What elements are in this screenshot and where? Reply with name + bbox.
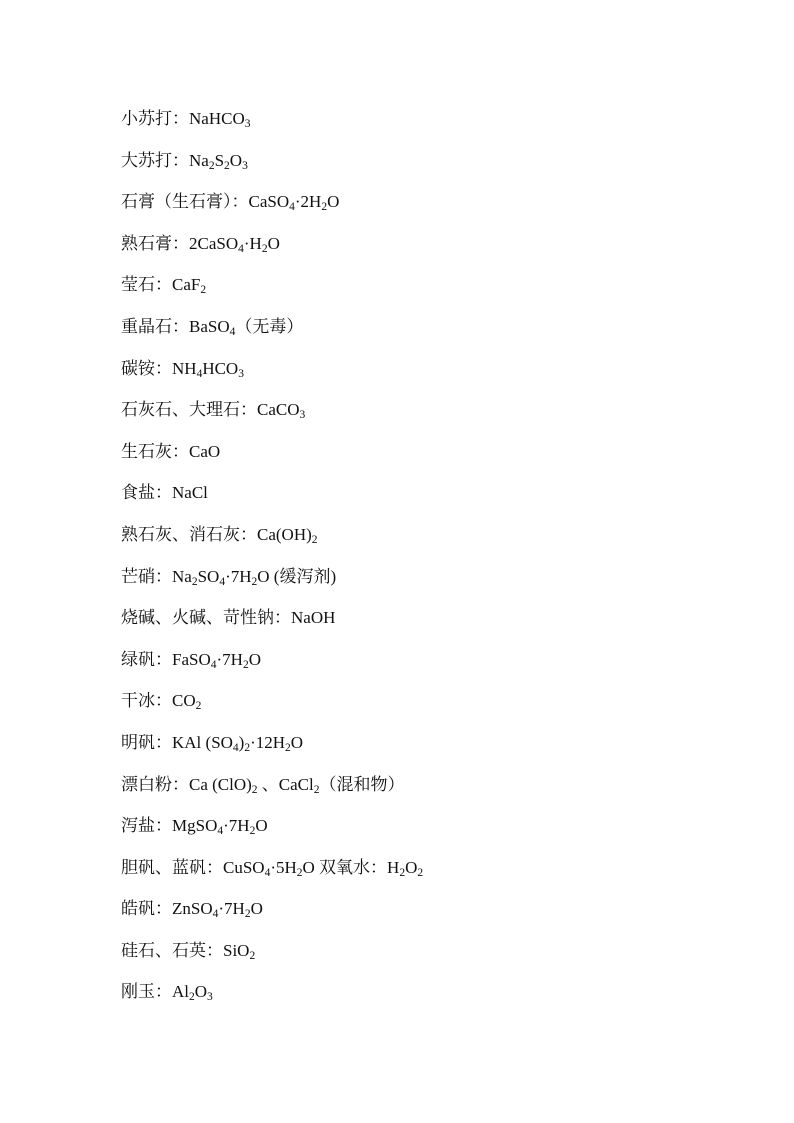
- entry-text: 泻盐：MgSO: [121, 816, 218, 836]
- chemical-entry: [121, 855, 721, 897]
- entry-text: ·5H: [270, 857, 297, 877]
- chemical-entry: [121, 272, 721, 314]
- entry-text: 胆矾、蓝矾：CuSO: [121, 857, 265, 877]
- entry-text: ): [238, 732, 245, 752]
- entry-text: 芒硝：Na: [121, 566, 192, 586]
- entry-text: 碳铵：NH: [121, 358, 197, 378]
- entry-text: 刚玉：Al: [121, 982, 189, 1002]
- formula-subscript: 4: [210, 658, 217, 671]
- chemical-entry: [121, 605, 721, 647]
- entry-text: S: [214, 150, 225, 170]
- entry-text: ·12H: [250, 732, 286, 752]
- formula-subscript: 2: [313, 783, 320, 796]
- entry-text: O 双氧水：H: [302, 857, 400, 877]
- formula-subscript: 4: [219, 575, 226, 588]
- entry-text: O: [250, 899, 263, 919]
- entry-text: ·7H: [225, 566, 252, 586]
- chemical-entry: [121, 979, 721, 1021]
- entry-text: ·H: [243, 233, 262, 253]
- formula-subscript: 4: [196, 367, 203, 380]
- entry-text: O: [290, 732, 304, 752]
- chemical-entry: [121, 938, 721, 980]
- entry-text: ·7H: [223, 816, 250, 836]
- formula-subscript: 2: [285, 741, 291, 754]
- formula-subscript: 2: [242, 658, 249, 671]
- formula-subscript: 3: [299, 409, 306, 422]
- entry-text: 石灰石、大理石：CaCO: [121, 400, 300, 420]
- formula-subscript: 2: [195, 700, 202, 713]
- formula-subscript: 2: [261, 242, 268, 255]
- formula-subscript: 4: [289, 201, 295, 214]
- formula-subscript: 4: [217, 825, 224, 838]
- chemical-entry: [121, 772, 721, 814]
- entry-text: O: [267, 233, 280, 253]
- entry-text: 皓矾：ZnSO: [121, 899, 213, 919]
- entry-text: （无毒）: [235, 316, 304, 336]
- entry-text: ·2H: [294, 192, 322, 212]
- formula-subscript: 2: [249, 825, 256, 838]
- entry-text: O: [194, 982, 208, 1002]
- entry-text: （混和物）: [319, 774, 405, 794]
- entry-text: 、CaCl: [257, 774, 314, 794]
- formula-subscript: 2: [321, 201, 328, 214]
- entry-text: 漂白粉：Ca (ClO): [121, 774, 252, 794]
- entry-text: 食盐：NaCl: [121, 483, 208, 503]
- entry-text: HCO: [202, 358, 239, 378]
- entry-text: 小苏打：NaHCO: [121, 109, 245, 128]
- entry-text: O (缓泻剂): [257, 566, 337, 586]
- formula-subscript: 3: [238, 367, 244, 380]
- chemical-entry: [121, 480, 721, 522]
- formula-subscript: 4: [212, 908, 219, 921]
- entry-text: 绿矾：FaSO: [121, 649, 211, 669]
- chemical-entry: [121, 397, 721, 439]
- formula-subscript: 2: [251, 783, 258, 796]
- entry-text: 硅石、石英：SiO: [121, 940, 250, 960]
- formula-subscript: 3: [244, 118, 251, 130]
- formula-subscript: 2: [296, 866, 303, 879]
- entry-text: 熟石灰、消石灰：Ca(OH): [121, 524, 312, 544]
- formula-subscript: 3: [242, 159, 248, 172]
- entry-text: O: [327, 192, 340, 212]
- chemical-entry: [121, 688, 721, 730]
- entry-text: 熟石膏：2CaSO: [121, 233, 239, 253]
- entry-text: O: [248, 649, 261, 669]
- entry-text: ·7H: [216, 649, 243, 669]
- chemical-entry: [121, 522, 721, 564]
- formula-subscript: 2: [189, 991, 195, 1004]
- entry-text: O: [255, 816, 268, 836]
- formula-subscript: 4: [232, 741, 239, 754]
- formula-subscript: 4: [264, 866, 271, 879]
- formula-subscript: 2: [249, 949, 256, 962]
- chemical-entry: [121, 356, 721, 398]
- chemical-entry: [121, 647, 721, 689]
- chemical-entry: [121, 231, 721, 273]
- formula-subscript: 2: [224, 159, 230, 172]
- formula-subscript: 2: [251, 575, 258, 588]
- entry-text: ·7H: [218, 899, 245, 919]
- chemical-entry: [121, 148, 721, 190]
- formula-subscript: 2: [208, 159, 215, 172]
- formula-subscript: 2: [311, 533, 318, 546]
- formula-subscript: 2: [399, 866, 406, 879]
- formula-subscript: 2: [191, 575, 198, 588]
- formula-subscript: 4: [238, 242, 244, 255]
- entry-text: 烧碱、火碱、苛性钠：NaOH: [121, 608, 336, 628]
- entry-text: 干冰：CO: [121, 691, 196, 711]
- formula-subscript: 3: [207, 991, 213, 1004]
- chemical-entry: [121, 564, 721, 606]
- chemical-entry: [121, 730, 721, 772]
- entry-text: 莹石：CaF: [121, 275, 201, 295]
- chemical-entry: [121, 106, 721, 148]
- formula-subscript: 2: [200, 284, 207, 297]
- chemical-entry: [121, 813, 721, 855]
- chemical-entry: [121, 314, 721, 356]
- entry-text: SO: [197, 566, 220, 586]
- entry-text: 大苏打：Na: [121, 150, 209, 170]
- entry-text: O: [405, 857, 418, 877]
- entry-text: O: [229, 150, 243, 170]
- chemical-entry: [121, 189, 721, 231]
- formula-subscript: 2: [244, 741, 251, 754]
- entry-text: 重晶石：BaSO: [121, 316, 230, 336]
- formula-subscript: 4: [229, 325, 236, 338]
- entry-text: 石膏（生石膏）：CaSO: [121, 192, 290, 212]
- entry-text: 生石灰：CaO: [121, 441, 221, 461]
- chemical-name-list: [121, 106, 721, 1021]
- chemical-entry: [121, 896, 721, 938]
- chemical-entry: [121, 439, 721, 481]
- formula-subscript: 2: [244, 908, 251, 921]
- entry-text: 明矾：KAl (SO: [121, 732, 233, 752]
- formula-subscript: 2: [417, 866, 424, 879]
